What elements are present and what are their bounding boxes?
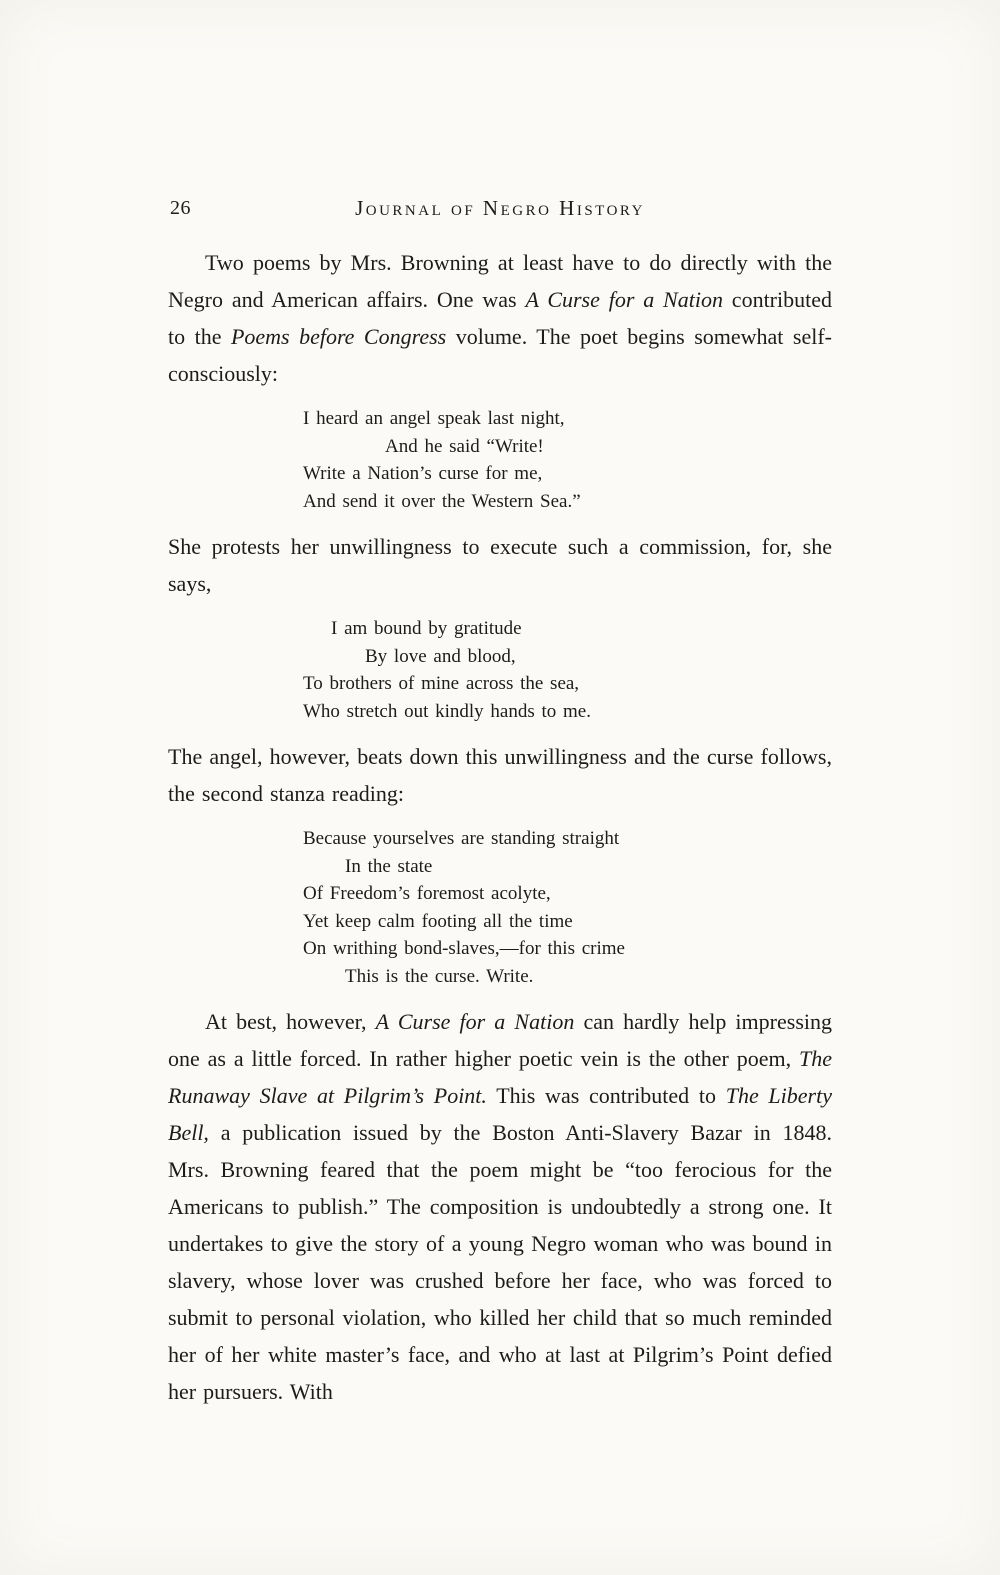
verse-line: On writhing bond-slaves,—for this crime [303, 938, 625, 959]
text-run: a publication issued by the Boston Anti-Slavery Bazar in 1848. Mrs. Browning feared that the poem might be “too ferocious for the Americans to publish.” The composition is undoubtedly a strong one. It undertakes to give the story of a young Negro woman who was bound in slavery, whose lover was crushed before her face, who was forced to submit to personal violation, who killed her child that so much reminded her of her white master’s face, and who at last at Pilgrim’s Point defied her pursuers. With [168, 1120, 832, 1404]
paragraph-3 [168, 738, 832, 812]
verse-line: Of Freedom’s foremost acolyte, [303, 883, 551, 904]
verse-line: In the state [345, 855, 433, 877]
paragraph-4 [168, 1003, 832, 1410]
verse-line: Who stretch out kindly hands to me. [303, 700, 591, 722]
paragraph-2 [168, 528, 832, 602]
text-run: can hardly help impressing one as a little forced. In rather higher poetic vein is the other poem, [168, 1009, 832, 1071]
text-run: volume. The poet begins somewhat self-consciously: [168, 324, 832, 386]
page-number: 26 [170, 197, 191, 219]
verse-line: To brothers of mine across the sea, [303, 673, 580, 694]
journal-title: Journal of Negro History [355, 196, 645, 220]
verse-3 [303, 825, 832, 990]
verse-line: Yet keep calm footing all the time [303, 910, 573, 932]
text-column [168, 196, 832, 1410]
book-title-italic: A Curse for a Nation [375, 1009, 575, 1034]
running-head [168, 196, 832, 224]
verse-line: I am bound by gratitude [331, 618, 522, 639]
text-run: Two poems by Mrs. Browning at least have to do directly with the Negro and American affairs. One was [168, 250, 832, 312]
text-run: She protests her unwillingness to execute such a commission, for, she says, [168, 534, 832, 596]
verse-line: And send it over the Western Sea.” [303, 490, 581, 512]
book-title-italic: A Curse for a Nation [525, 287, 723, 312]
text-run: The angel, however, beats down this unwillingness and the curse follows, the second stanza reading: [168, 744, 832, 806]
verse-line: This is the curse. Write. [345, 965, 534, 987]
verse-line: And he said “Write! [385, 435, 544, 457]
book-title-italic: The Liberty Bell, [168, 1083, 832, 1145]
text-run: contributed to the [168, 287, 832, 349]
verse-1 [303, 405, 832, 515]
verse-2 [303, 615, 832, 725]
text-run: This was contributed to [486, 1083, 726, 1108]
verse-line: Write a Nation’s curse for me, [303, 463, 543, 484]
verse-line: I heard an angel speak last night, [303, 408, 565, 429]
book-title-italic: The Runaway Slave at Pilgrim’s Point. [168, 1046, 832, 1108]
paragraph-1 [168, 244, 832, 392]
verse-line: Because yourselves are standing straight [303, 828, 620, 849]
book-title-italic: Poems before Congress [230, 324, 447, 349]
verse-line: By love and blood, [365, 645, 516, 667]
text-run: At best, however, [205, 1009, 376, 1034]
